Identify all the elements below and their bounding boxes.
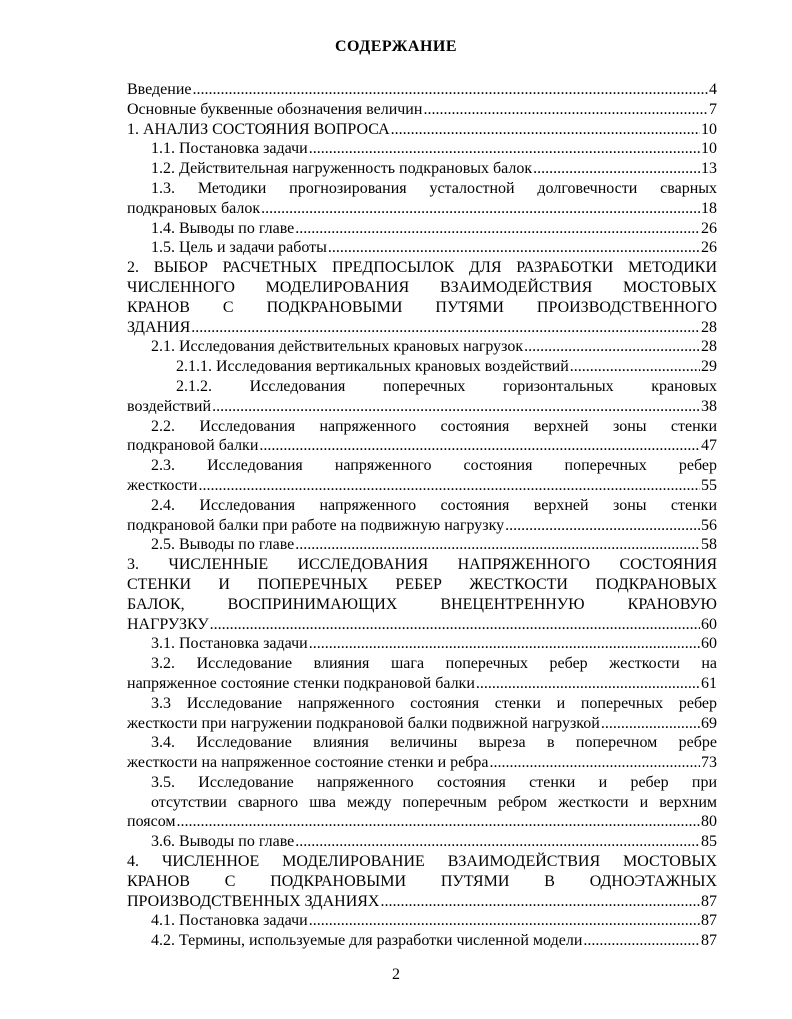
dot-leader bbox=[193, 80, 709, 100]
dot-leader bbox=[601, 714, 700, 734]
dot-leader bbox=[309, 911, 700, 931]
toc-entry[interactable] bbox=[127, 694, 717, 734]
toc-entry-title: напряженное состояние стенки подкрановой балки bbox=[127, 674, 475, 692]
toc-entry[interactable] bbox=[127, 120, 717, 140]
toc-entry-title: Основные буквенные обозначения величин bbox=[127, 100, 423, 118]
toc-entry[interactable] bbox=[127, 773, 717, 832]
toc-entry[interactable] bbox=[127, 357, 717, 377]
toc-entry-line: отсутствии сварного шва между поперечным ребром жесткости и верхним bbox=[151, 793, 717, 811]
toc-entry-last-line bbox=[127, 476, 717, 496]
toc-entry-line: КРАНОВ С ПОДКРАНОВЫМИ ПУТЯМИ ПРОИЗВОДСТВЕННОГО bbox=[127, 298, 717, 316]
toc-page-number: 10 bbox=[701, 120, 717, 138]
toc-page-number: 38 bbox=[701, 397, 717, 415]
toc-entry-line: 3.2. Исследование влияния шага поперечных ребер жесткости на bbox=[151, 655, 717, 673]
toc-entry-line: 2.1.2. Исследования поперечных горизонтальных крановых bbox=[176, 377, 717, 395]
dot-leader bbox=[295, 535, 700, 555]
toc-entry-line: БАЛОК, ВОСПРИНИМАЮЩИХ ВНЕЦЕНТРЕННУЮ КРАНОВУЮ bbox=[127, 595, 717, 613]
toc-entry[interactable] bbox=[127, 139, 717, 159]
toc-entry[interactable] bbox=[127, 832, 717, 852]
toc-entry[interactable] bbox=[127, 417, 717, 457]
page-title: СОДЕРЖАНИЕ bbox=[334, 38, 458, 55]
toc-entry-last-line bbox=[127, 120, 717, 140]
dot-leader bbox=[328, 238, 700, 258]
toc-page-number: 4 bbox=[709, 81, 717, 98]
toc-entry-last-line bbox=[151, 911, 717, 931]
toc-entry[interactable] bbox=[127, 496, 717, 536]
toc-entry-title: 2.5. Выводы по главе bbox=[151, 536, 295, 554]
toc-entry-last-line bbox=[151, 832, 717, 852]
toc-entry-last-line bbox=[127, 812, 717, 832]
toc-page-number: 58 bbox=[701, 536, 717, 554]
toc-entry[interactable] bbox=[127, 733, 717, 773]
table-of-contents bbox=[127, 80, 717, 951]
toc-entry-title: ПРОИЗВОДСТВЕННЫХ ЗДАНИЯХ bbox=[127, 892, 380, 910]
toc-entry-title: воздействий bbox=[127, 397, 212, 415]
dot-leader bbox=[391, 120, 700, 140]
toc-entry[interactable] bbox=[127, 535, 717, 555]
dot-leader bbox=[490, 753, 700, 773]
toc-entry-last-line bbox=[127, 892, 717, 912]
toc-entry-line: КРАНОВ С ПОДКРАНОВЫМИ ПУТЯМИ В ОДНОЭТАЖНЫХ bbox=[127, 872, 717, 890]
toc-entry-title: 1.2. Действительная нагруженность подкрановых балок bbox=[151, 160, 533, 178]
toc-entry[interactable] bbox=[127, 337, 717, 357]
toc-entry-line: 3.5. Исследование напряженного состояния стенки и ребер при bbox=[151, 773, 717, 791]
toc-page-number: 55 bbox=[701, 476, 717, 494]
toc-page-number: 7 bbox=[709, 100, 717, 118]
toc-entry-last-line bbox=[127, 100, 717, 120]
page-number: 2 bbox=[392, 966, 400, 983]
toc-page-number: 60 bbox=[701, 635, 717, 653]
dot-leader bbox=[570, 357, 700, 377]
dot-leader bbox=[191, 318, 700, 338]
dot-leader bbox=[476, 674, 700, 694]
dot-leader bbox=[261, 199, 700, 219]
toc-entry-title: жесткости на напряженное состояние стенки и ребра bbox=[127, 754, 489, 772]
toc-page-number: 47 bbox=[701, 437, 717, 455]
toc-entry-last-line bbox=[151, 159, 717, 179]
toc-entry-title: 4.2. Термины, используемые для разработки численной модели bbox=[151, 932, 583, 950]
toc-entry-line: 2. ВЫБОР РАСЧЕТНЫХ ПРЕДПОСЫЛОК ДЛЯ РАЗРАБОТКИ МЕТОДИКИ bbox=[127, 259, 717, 277]
toc-entry-title: 2.1. Исследования действительных крановых нагрузок bbox=[151, 338, 524, 356]
toc-entry-title: 1. АНАЛИЗ СОСТОЯНИЯ ВОПРОСА bbox=[127, 120, 390, 138]
toc-entry[interactable] bbox=[127, 100, 717, 120]
dot-leader bbox=[423, 100, 708, 120]
toc-page-number: 10 bbox=[701, 140, 717, 158]
toc-entry-title: подкрановой балки bbox=[127, 437, 259, 455]
toc-entry-last-line bbox=[176, 357, 717, 377]
toc-entry-line: 1.3. Методики прогнозирования усталостной долговечности сварных bbox=[151, 179, 717, 197]
toc-entry[interactable] bbox=[127, 911, 717, 931]
toc-entry-last-line bbox=[151, 219, 717, 239]
toc-entry-last-line bbox=[151, 238, 717, 258]
toc-page-number: 28 bbox=[701, 338, 717, 356]
dot-leader bbox=[524, 337, 700, 357]
toc-entry[interactable] bbox=[127, 931, 717, 951]
toc-page-number: 87 bbox=[701, 892, 717, 910]
toc-page-number: 56 bbox=[701, 516, 717, 534]
dot-leader bbox=[212, 397, 700, 417]
toc-entry-last-line bbox=[151, 139, 717, 159]
toc-page-number: 26 bbox=[701, 219, 717, 237]
toc-entry-last-line bbox=[127, 615, 717, 635]
toc-entry-title: 1.1. Постановка задачи bbox=[151, 140, 308, 158]
toc-entry[interactable] bbox=[127, 80, 717, 100]
toc-entry[interactable] bbox=[127, 654, 717, 694]
dot-leader bbox=[583, 931, 700, 951]
toc-entry-last-line bbox=[127, 397, 717, 417]
toc-entry[interactable] bbox=[127, 159, 717, 179]
toc-page-number: 80 bbox=[701, 813, 717, 831]
toc-entry-title: Введение bbox=[127, 81, 192, 98]
dot-leader bbox=[533, 159, 700, 179]
toc-entry-last-line bbox=[127, 199, 717, 219]
toc-entry-line: 3.4. Исследование влияния величины выреза в поперечном ребре bbox=[151, 734, 717, 752]
toc-entry-last-line bbox=[127, 516, 717, 536]
toc-entry-line: 2.4. Исследования напряженного состояния верхней зоны стенки bbox=[151, 496, 717, 514]
toc-entry-title: жесткости bbox=[127, 476, 198, 494]
toc-entry-line: ЧИСЛЕННОГО МОДЕЛИРОВАНИЯ ВЗАИМОДЕЙСТВИЯ МОСТОВЫХ bbox=[127, 278, 717, 296]
toc-entry-title: подкрановой балки при работе на подвижную нагрузку bbox=[127, 516, 505, 534]
toc-entry-title: жесткости при нагружении подкрановой балки подвижной нагрузкой bbox=[127, 714, 600, 732]
toc-entry[interactable] bbox=[127, 219, 717, 239]
dot-leader bbox=[505, 516, 700, 536]
toc-entry-last-line bbox=[127, 714, 717, 734]
dot-leader bbox=[295, 219, 700, 239]
toc-entry-last-line bbox=[151, 337, 717, 357]
toc-entry-last-line bbox=[127, 674, 717, 694]
toc-page-number: 85 bbox=[701, 833, 717, 851]
toc-entry-title: 3.1. Постановка задачи bbox=[151, 635, 308, 653]
toc-entry-title: 1.5. Цель и задачи работы bbox=[151, 239, 327, 257]
toc-entry-title: 2.1.1. Исследования вертикальных крановых воздействий bbox=[176, 358, 569, 376]
dot-leader bbox=[259, 436, 700, 456]
toc-page-number: 61 bbox=[701, 674, 717, 692]
toc-page-number: 13 bbox=[701, 160, 717, 178]
toc-entry[interactable] bbox=[127, 238, 717, 258]
toc-page-number: 73 bbox=[701, 754, 717, 772]
toc-entry-line: 4. ЧИСЛЕННОЕ МОДЕЛИРОВАНИЕ ВЗАИМОДЕЙСТВИЯ МОСТОВЫХ bbox=[127, 853, 717, 871]
toc-page-number: 26 bbox=[701, 239, 717, 257]
toc-entry-last-line bbox=[127, 80, 717, 100]
toc-entry-last-line bbox=[127, 436, 717, 456]
toc-page-number: 60 bbox=[701, 615, 717, 633]
toc-entry[interactable] bbox=[127, 852, 717, 911]
toc-entry[interactable] bbox=[127, 377, 717, 417]
dot-leader bbox=[177, 812, 700, 832]
toc-page-number: 29 bbox=[701, 358, 717, 376]
toc-page-number: 28 bbox=[701, 318, 717, 336]
toc-page-number: 87 bbox=[701, 912, 717, 930]
toc-entry[interactable] bbox=[127, 179, 717, 219]
toc-page-number: 87 bbox=[701, 932, 717, 950]
toc-entry-last-line bbox=[127, 753, 717, 773]
toc-entry-last-line bbox=[151, 634, 717, 654]
toc-page-number: 69 bbox=[701, 714, 717, 732]
toc-entry-title: 1.4. Выводы по главе bbox=[151, 219, 295, 237]
dot-leader bbox=[198, 476, 700, 496]
toc-entry-title: 4.1. Постановка задачи bbox=[151, 912, 308, 930]
toc-entry-title: 3.6. Выводы по главе bbox=[151, 833, 295, 851]
toc-entry[interactable] bbox=[127, 634, 717, 654]
toc-entry[interactable] bbox=[127, 258, 717, 337]
dot-leader bbox=[309, 139, 700, 159]
toc-entry-last-line bbox=[151, 535, 717, 555]
toc-entry-last-line bbox=[127, 318, 717, 338]
toc-entry-last-line bbox=[151, 931, 717, 951]
dot-leader bbox=[380, 892, 700, 912]
toc-entry-title: поясом bbox=[127, 813, 176, 831]
toc-page-number: 18 bbox=[701, 199, 717, 217]
toc-entry[interactable] bbox=[127, 456, 717, 496]
toc-entry-line: 3. ЧИСЛЕННЫЕ ИССЛЕДОВАНИЯ НАПРЯЖЕННОГО СОСТОЯНИЯ bbox=[127, 556, 717, 574]
toc-entry-line: 3.3 Исследование напряженного состояния стенки и поперечных ребер bbox=[151, 694, 717, 712]
dot-leader bbox=[309, 634, 700, 654]
toc-entry-line: СТЕНКИ И ПОПЕРЕЧНЫХ РЕБЕР ЖЕСТКОСТИ ПОДКРАНОВЫХ bbox=[127, 575, 717, 593]
toc-entry[interactable] bbox=[127, 555, 717, 634]
dot-leader bbox=[295, 832, 700, 852]
toc-entry-title: подкрановых балок bbox=[127, 199, 261, 217]
dot-leader bbox=[210, 615, 700, 635]
toc-entry-line: 2.2. Исследования напряженного состояния верхней зоны стенки bbox=[151, 417, 717, 435]
toc-entry-title: НАГРУЗКУ bbox=[127, 615, 209, 633]
toc-entry-title: ЗДАНИЯ bbox=[127, 318, 191, 336]
toc-entry-line: 2.3. Исследования напряженного состояния поперечных ребер bbox=[151, 457, 717, 475]
